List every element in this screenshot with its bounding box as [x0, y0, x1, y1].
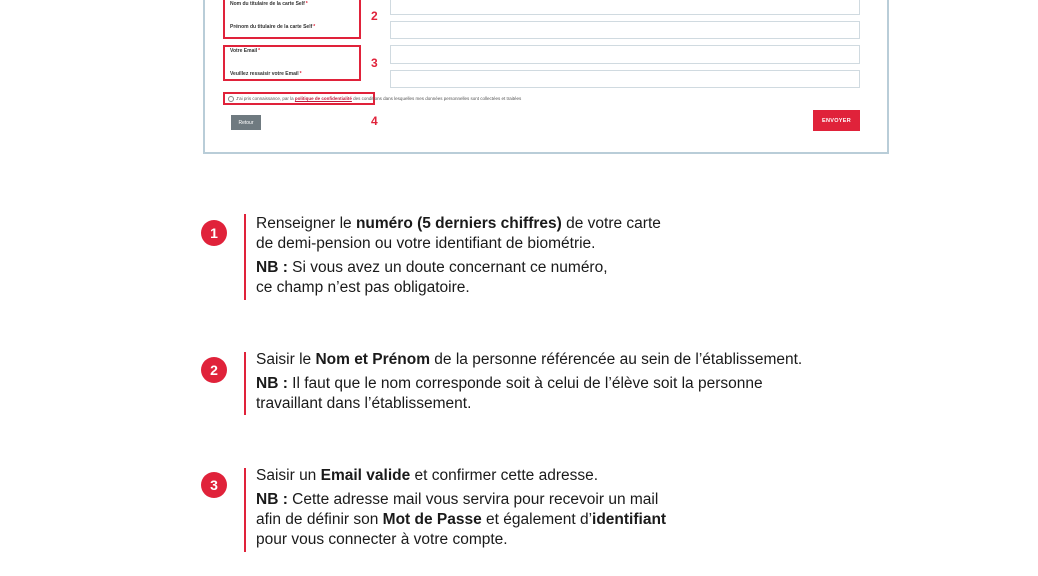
consent-prefix: J'ai pris connaissance, par la — [236, 96, 295, 102]
consent-radio[interactable] — [228, 96, 234, 102]
marker-4: 4 — [371, 114, 378, 128]
divider-line — [244, 468, 246, 552]
prenom-input[interactable] — [390, 21, 860, 39]
divider-line — [244, 214, 246, 300]
nom-input[interactable] — [390, 0, 860, 15]
marker-2: 2 — [371, 9, 378, 23]
send-button[interactable]: ENVOYER — [813, 110, 860, 131]
step-badge-1: 1 — [201, 220, 227, 246]
instruction-text: Saisir un Email valide et confirmer cette adresse. NB : Cette adresse mail vous servira pour recevoir un mail afin de définir son Mot de Passe et également d’identifiant pour vous connecter à votre compte. — [256, 467, 667, 548]
email-input[interactable] — [390, 45, 860, 64]
marker-3: 3 — [371, 56, 378, 70]
email-confirm-input[interactable] — [390, 70, 860, 88]
instruction-text: Saisir le Nom et Prénom de la personne référencée au sein de l’établissement. NB : Il faut que le nom corresponde soit à celui de l’élève soit la personne travaillant dans l’établissement. — [256, 351, 803, 412]
back-button[interactable]: Retour — [231, 115, 261, 130]
divider-line — [244, 352, 246, 415]
label-email: Votre Email* — [230, 48, 261, 54]
label-email-confirm: Veuillez ressaisir votre Email* — [230, 71, 302, 77]
privacy-policy-link[interactable]: politique de confidentialité — [294, 96, 352, 102]
label-nom: Nom du titulaire de la carte Self* — [230, 1, 308, 7]
consent-row[interactable] — [228, 96, 521, 102]
consent-suffix: des conditions dans lesquelles mes données personnelles sont collectées et traitées — [351, 96, 522, 102]
instruction-text: Renseigner le numéro (5 derniers chiffres) de votre carte de demi-pension ou votre identifiant de biométrie. NB : Si vous avez un doute concernant ce numéro, ce champ n’est pas obligatoire. — [256, 215, 661, 296]
step-badge-3: 3 — [201, 472, 227, 498]
step-badge-2: 2 — [201, 357, 227, 383]
label-prenom: Prénom du titulaire de la carte Self* — [230, 24, 316, 30]
